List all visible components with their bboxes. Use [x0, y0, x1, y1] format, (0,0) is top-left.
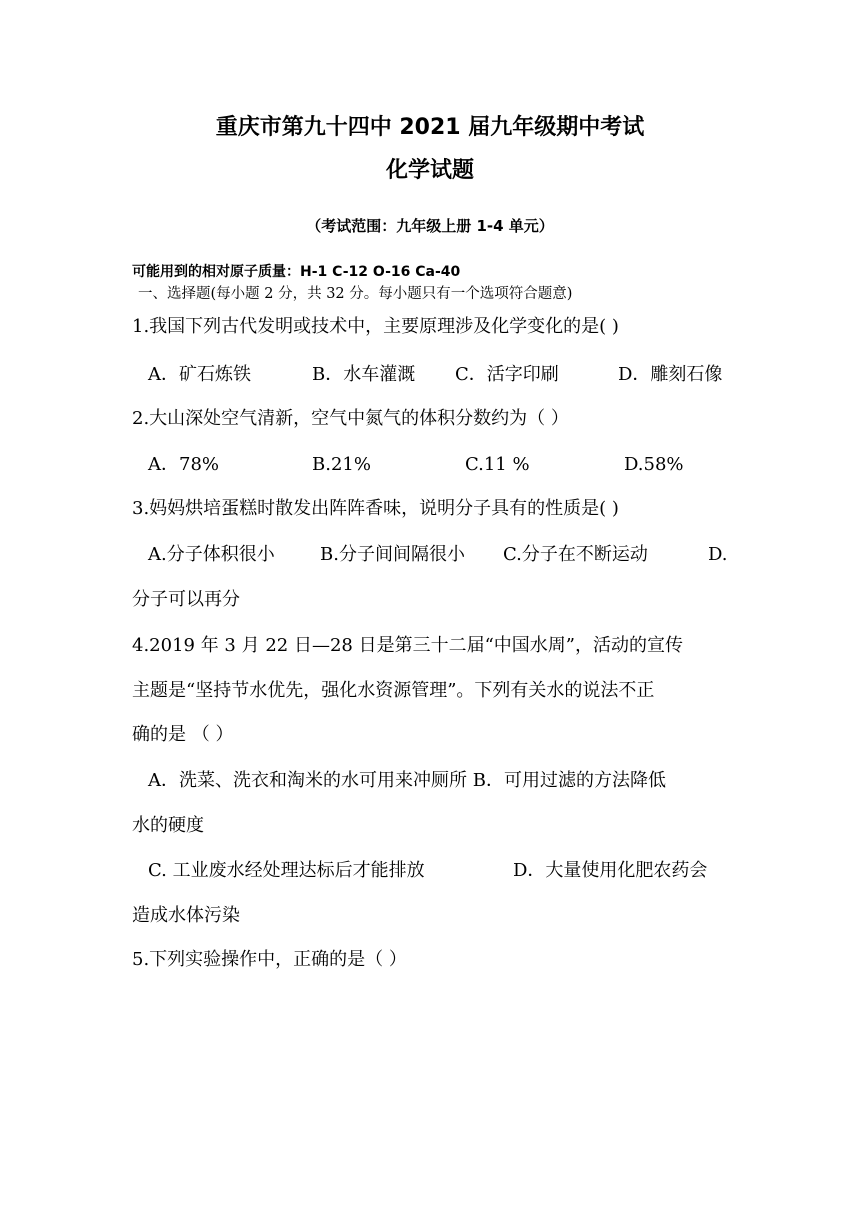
question-2-option-c: C.11 %: [465, 454, 530, 475]
exam-title: 重庆市第九十四中 2021 届九年级期中考试: [215, 115, 645, 140]
question-1-stem: 1.我国下列古代发明或技术中，主要原理涉及化学变化的是( ): [132, 316, 619, 337]
question-3-stem: 3.妈妈烘培蛋糕时散发出阵阵香味，说明分子具有的性质是( ): [132, 498, 619, 519]
atomic-masses: 可能用到的相对原子质量：H-1 C-12 O-16 Ca-40: [132, 264, 461, 280]
question-1-option-c: C．活字印刷: [455, 364, 559, 385]
question-4-option-d: D．大量使用化肥农药会: [513, 860, 708, 881]
question-2-option-d: D.58%: [624, 454, 684, 475]
exam-subtitle: 化学试题: [385, 158, 474, 183]
exam-scope: （考试范围：九年级上册 1-4 单元）: [306, 217, 554, 235]
question-4-stem-line-2: 主题是“坚持节水优先，强化水资源管理”。下列有关水的说法不正: [132, 680, 655, 701]
question-4-option-c: C. 工业废水经处理达标后才能排放: [148, 860, 425, 881]
question-5-stem: 5.下列实验操作中，正确的是（ ）: [132, 949, 407, 970]
question-3-option-a: A.分子体积很小: [148, 544, 275, 565]
question-1-option-d: D．雕刻石像: [618, 364, 723, 385]
question-3-option-b: B.分子间间隔很小: [320, 544, 465, 565]
question-3-option-d: D.: [708, 544, 728, 565]
question-1-option-b: B．水车灌溉: [312, 364, 416, 385]
question-4-stem-line-3: 确的是 （ ）: [132, 724, 234, 745]
question-4-options-cd-continuation: 造成水体污染: [132, 905, 240, 926]
question-3-option-c: C.分子在不断运动: [503, 544, 648, 565]
question-4-stem-line-1: 4.2019 年 3 月 22 日—28 日是第三十二届“中国水周”，活动的宣传: [132, 635, 683, 656]
question-2-stem: 2.大山深处空气清新，空气中氮气的体积分数约为（ ）: [132, 408, 569, 429]
section-heading: 一、选择题(每小题 2 分，共 32 分。每小题只有一个选项符合题意): [138, 286, 573, 302]
question-4-options-ab: A．洗菜、洗衣和淘米的水可用来冲厕所 B．可用过滤的方法降低: [148, 770, 666, 791]
question-2-option-a: A．78%: [148, 454, 220, 475]
question-4-options-ab-continuation: 水的硬度: [132, 815, 204, 836]
question-2-option-b: B.21%: [312, 454, 371, 475]
question-3-continuation: 分子可以再分: [132, 589, 240, 610]
question-1-option-a: A．矿石炼铁: [148, 364, 251, 385]
